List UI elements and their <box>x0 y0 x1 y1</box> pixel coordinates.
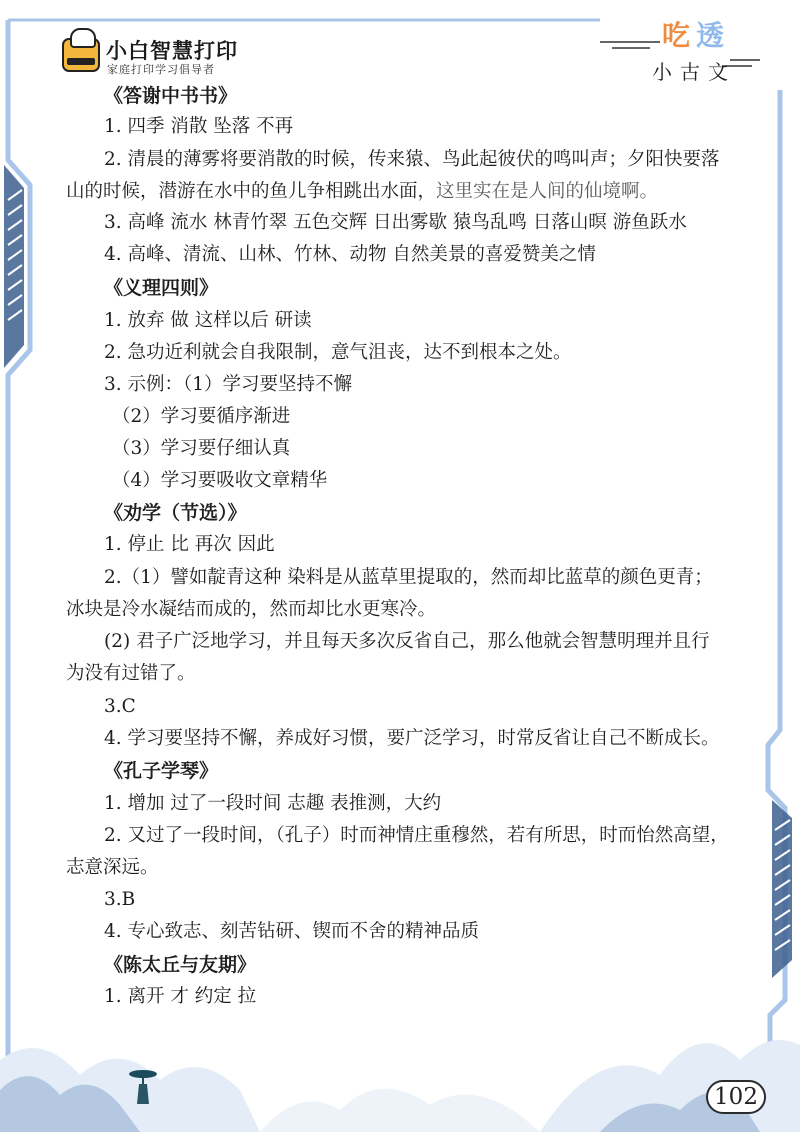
answer-line: 3.B <box>104 889 136 910</box>
answer-line-wrapped <box>66 180 658 204</box>
answer-line: （4）学习要吸收文章精华 <box>112 470 328 491</box>
answer-line: 3.C <box>104 696 136 717</box>
answer-line: 2.（1）譬如靛青这种 染料是从蓝草里提取的，然而却比蓝草的颜色更青； <box>104 567 713 588</box>
answer-line: 2. 又过了一段时间，（孔子）时而神情庄重穆然，若有所思，时而怡然高望， <box>104 825 729 846</box>
series-brand <box>620 12 750 82</box>
answer-line: 1. 四季 消散 坠落 不再 <box>104 116 294 137</box>
section-title: 《陈太丘与友期》 <box>104 954 257 976</box>
brand-logo <box>62 30 242 76</box>
answer-line-part-gray: 这里实在是人间的仙境啊。 <box>436 181 659 202</box>
answer-line-wrapped: 为没有过错了。 <box>66 663 196 684</box>
answer-line: (2) 君子广泛地学习，并且每天多次反省自己，那么他就会智慧明理并且行 <box>104 631 710 652</box>
answer-line: 2. 急功近利就会自我限制，意气沮丧，达不到根本之处。 <box>104 342 572 363</box>
answer-line: 4. 高峰、清流、山林、竹林、动物 自然美景的喜爱赞美之情 <box>104 244 596 265</box>
section-title: 《义理四则》 <box>104 277 219 299</box>
answer-line: 2. 清晨的薄雾将要消散的时候，传来猿、鸟此起彼伏的鸣叫声；夕阳快要落 <box>104 149 720 170</box>
brand-char-1: 吃 <box>662 19 691 52</box>
brand-series-name: 小古文 <box>652 60 736 84</box>
mountain-center <box>260 1089 540 1132</box>
answer-line-wrapped: 冰块是冷水凝结而成的，然而却比水更寒冷。 <box>66 599 437 620</box>
answer-line: （2）学习要循序渐进 <box>112 406 291 427</box>
answer-line: 1. 停止 比 再次 因此 <box>104 534 275 555</box>
logo-title: 小白智慧打印 <box>106 39 238 63</box>
answer-line: 4. 专心致志、刻苦钻研、锲而不舍的精神品质 <box>104 921 480 942</box>
printer-mascot-icon <box>62 38 100 72</box>
section-title: 《孔子学琴》 <box>104 760 219 782</box>
page-number: 102 <box>706 1080 766 1114</box>
answer-line: 4. 学习要坚持不懈，养成好习惯，要广泛学习，时常反省让自己不断成长。 <box>104 728 720 749</box>
answer-line: 1. 放弃 做 这样以后 研读 <box>104 310 312 331</box>
logo-subtitle: 家庭打印学习倡导者 <box>107 63 215 76</box>
answer-line-wrapped: 志意深远。 <box>66 857 159 878</box>
answer-line: （3）学习要仔细认真 <box>112 438 291 459</box>
section-title: 《劝学（节选）》 <box>104 502 247 524</box>
answer-line: 3. 示例：（1）学习要坚持不懈 <box>104 374 353 395</box>
section-title: 《答谢中书书》 <box>104 85 238 107</box>
answer-line-part: 山的时候，潜游在水中的鱼儿争相跳出水面， <box>66 181 437 202</box>
brand-char-2: 透 <box>696 19 725 52</box>
answer-line: 1. 增加 过了一段时间 志趣 表推测，大约 <box>104 793 442 814</box>
answer-line: 1. 离开 才 约定 拉 <box>104 986 257 1007</box>
answer-line: 3. 高峰 流水 林青竹翠 五色交辉 日出雾歇 猿鸟乱鸣 日落山暝 游鱼跃水 <box>104 212 687 233</box>
